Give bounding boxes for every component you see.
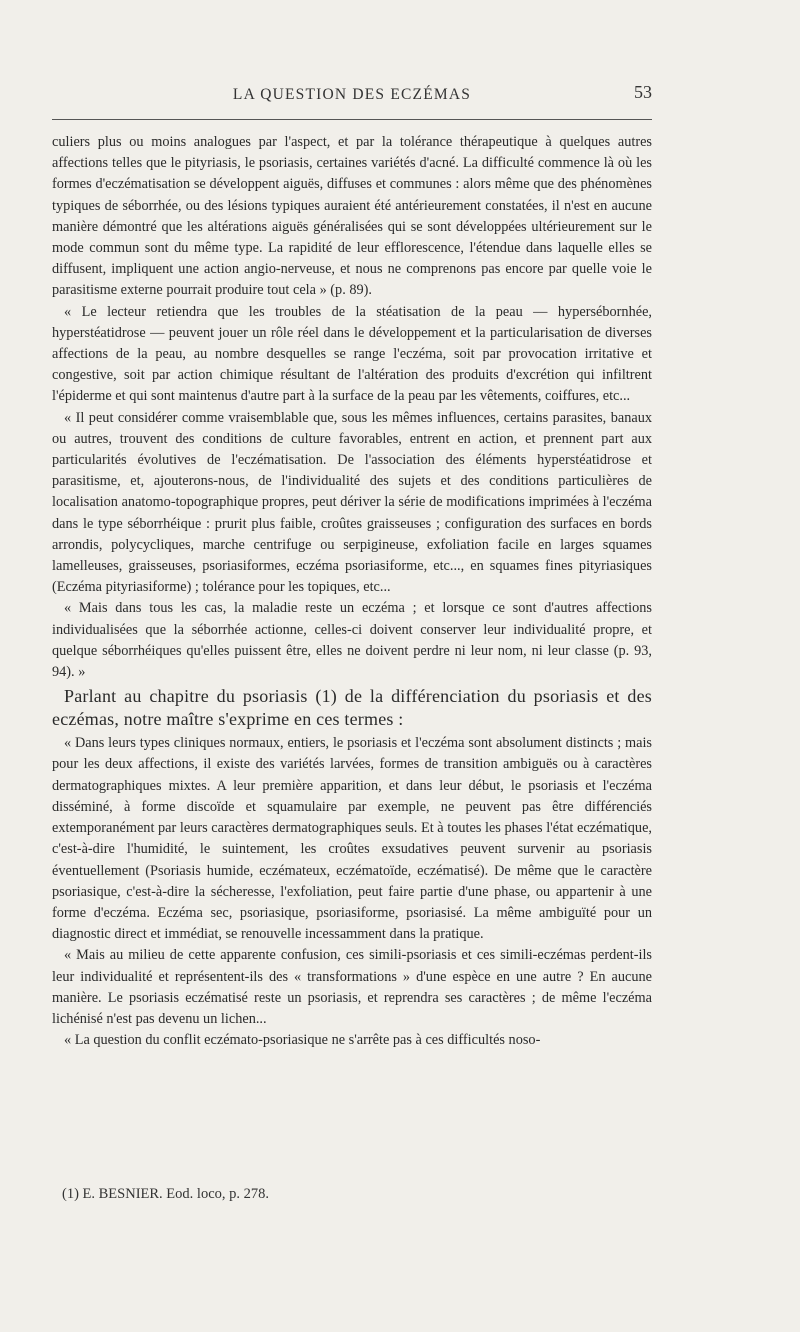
paragraph-4: « Mais dans tous les cas, la maladie reste un eczéma ; et lorsque ce sont d'autres affections individualisées que la séborrhée actionne, celles-ci doivent conserver leur individualité propre, et quelque séborrhéiques qu'elles puissent être, elles ne doivent perdre ni leur nom, ni leur classe (p. 93, 94). » bbox=[52, 600, 652, 681]
page-number: 53 bbox=[634, 82, 652, 102]
paragraph-3: « Il peut considérer comme vraisemblable que, sous les mêmes influences, certains parasites, banaux ou autres, trouvent des conditions de culture favorables, entrent en action, et prennent part aux particularités évolutives de l'eczématisation. De l'association des éléments hyperstéatidrose et parasitisme, et, ajouterons-nous, de l'individualité des sujets et des conditions particulières de localisation anatomo-topographique propres, peut dériver la série de modifications imprimées à l'eczéma dans le type séborrhéique : prurit plus faible, croûtes graisseuses ; configuration des surfaces en bords arrondis, polycycliques, marche centrifuge ou serpigineuse, exfoliation facile en larges squames lamelleuses, graisseuses, psoriasiformes, eczéma psoriasiforme, etc..., en squames fines pityriasiques (Eczéma pityriasiforme) ; tolérance pour les topiques, etc... bbox=[52, 409, 652, 596]
paragraph-2: « Le lecteur retiendra que les troubles de la stéatisation de la peau — hypersébornhée, hyperstéatidrose — peuvent jouer un rôle réel dans le développement et la particularisation de diverses affections de la peau, au nombre desquelles se range l'eczéma, soit par provocation irritative et congestive, soit par action chimique résultant de l'altération des produits d'excrétion qui infiltrent l'épiderme et qui sont maintenus d'autre part à la surface de la peau par les vêtements, coiffures, etc... bbox=[52, 303, 652, 405]
paragraph-7: « Mais au milieu de cette apparente confusion, ces simili-psoriasis et ces simili-eczémas perdent-ils leur individualité et représentent-ils des « transformations » d'une espèce en une autre ? En aucune manière. Le psoriasis eczématisé reste un psoriasis, et reprendra ses caractères ; de même l'eczéma lichénisé n'est pas devenu un lichen... bbox=[52, 947, 652, 1027]
footnote: (1) E. BESNIER. Eod. loco, p. 278. bbox=[62, 1186, 270, 1202]
page-header bbox=[52, 80, 652, 110]
paragraph-6: « Dans leurs types cliniques normaux, entiers, le psoriasis et l'eczéma sont absolument distincts ; mais pour les deux affections, il existe des variétés larvées, formes de transition ambiguës ou à caractères dermatographiques mixtes. A leur première apparition, et dans leur début, le psoriasis et l'eczéma disséminé, à forme discoïde et squamulaire par exemple, ne peuvent pas être différenciés extemporanément par leurs caractères dermatographiques seuls. Et à toutes les phases l'état eczématique, c'est-à-dire l'humidité, le suintement, les croûtes exsudatives peuvent survenir au psoriasis éventuellement (Psoriasis humide, eczémateux, eczématoïde, eczématisé). De même que le caractère psoriasique, c'est-à-dire la sécheresse, l'exfoliation, peut faire partie d'une phase, ou appartenir à une forme d'eczéma. Eczéma sec, psoriasique, psoriasiforme, psoriasisé. La même ambiguïté pour un diagnostic direct et immédiat, se renouvelle incessamment dans la pratique. bbox=[52, 735, 652, 943]
paragraph-1: culiers plus ou moins analogues par l'aspect, et par la tolérance thérapeutique à quelques autres affections telles que le pityriasis, le psoriasis, certaines variétés d'acné. La difficulté commence là où les formes d'eczématisation se développent aiguës, diffuses et communes : alors même que des phénomènes typiques de séborrhée, ou des lésions typiques auraient été antérieurement constatées, il n'est en aucune manière démontré que les altérations aiguës généralisées qui se sont développées ultérieurement sur le mode commun sont du même type. La rapidité de leur efflorescence, l'étendue dans laquelle elles se diffusent, impliquent une action angio-nerveuse, et nous ne comprenons pas encore par quelle voie le parasitisme externe pourrait produire tout cela » (p. 89). bbox=[52, 134, 652, 299]
running-head: LA QUESTION DES ECZÉMAS bbox=[232, 86, 472, 103]
body-text bbox=[52, 132, 652, 1051]
header-rule bbox=[52, 119, 652, 120]
paragraph-8: « La question du conflit eczémato-psoriasique ne s'arrête pas à ces difficultés noso- bbox=[64, 1032, 541, 1049]
paragraph-5-large: Parlant au chapitre du psoriasis (1) de la différenciation du psoriasis et des eczémas, notre maître s'exprime en ces termes : bbox=[52, 686, 652, 729]
